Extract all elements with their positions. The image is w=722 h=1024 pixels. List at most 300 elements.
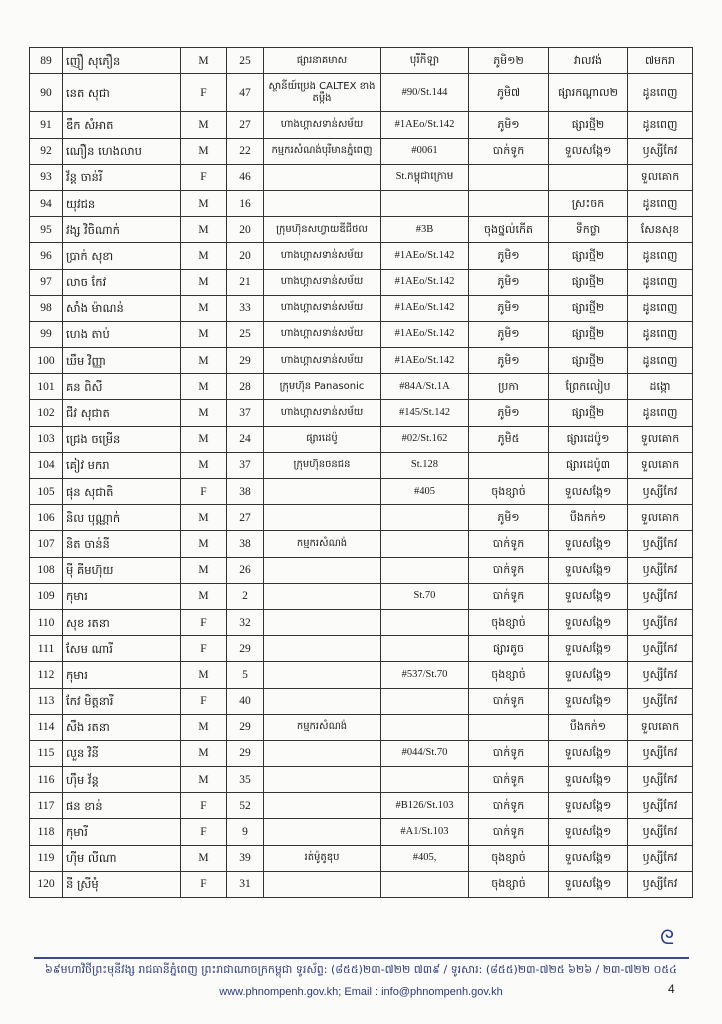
house-street-cell: St.70 (381, 583, 469, 609)
district-cell: ដូនពេញ (628, 295, 693, 321)
age-cell: 29 (227, 714, 264, 740)
age-cell: 27 (227, 112, 264, 138)
workplace-cell: កម្មករសំណង់ (264, 714, 381, 740)
commune-cell: ផ្សារថ្មី២ (549, 112, 628, 138)
house-street-cell: #84A/St.1A (381, 374, 469, 400)
district-cell: ដូនពេញ (628, 321, 693, 347)
sex-cell: M (181, 426, 227, 452)
commune-cell: ផ្សារថ្មី២ (549, 295, 628, 321)
age-cell: 26 (227, 557, 264, 583)
commune-cell: ទួលសង្កែ១ (549, 583, 628, 609)
age-cell: 38 (227, 479, 264, 505)
row-number-cell: 107 (30, 531, 63, 557)
sex-cell: M (181, 138, 227, 164)
row-number-cell: 97 (30, 269, 63, 295)
house-street-cell: #1AEo/St.142 (381, 112, 469, 138)
house-street-cell: #1AEo/St.142 (381, 295, 469, 321)
row-number-cell: 90 (30, 74, 63, 112)
sex-cell: M (181, 48, 227, 74)
table-row (30, 688, 693, 714)
workplace-cell (264, 767, 381, 793)
workplace-cell (264, 479, 381, 505)
house-street-cell: #405, (381, 845, 469, 871)
district-cell: ទួលគោក (628, 426, 693, 452)
district-cell: សែនសុខ (628, 217, 693, 243)
table-row (30, 243, 693, 269)
person-name-cell: ណឿន ហេងលាប (63, 138, 181, 164)
age-cell: 52 (227, 793, 264, 819)
person-name-cell: កុមារ (63, 662, 181, 688)
table-row (30, 74, 693, 112)
sex-cell: M (181, 714, 227, 740)
sex-cell: M (181, 374, 227, 400)
workplace-cell (264, 583, 381, 609)
district-cell: ឫស្សីកែវ (628, 138, 693, 164)
row-number-cell: 101 (30, 374, 63, 400)
row-number-cell: 117 (30, 793, 63, 819)
row-number-cell: 111 (30, 636, 63, 662)
workplace-cell (264, 819, 381, 845)
row-number-cell: 116 (30, 767, 63, 793)
commune-cell: ទួលសង្កែ១ (549, 636, 628, 662)
person-name-cell: សាំង ម៉ាណន់ (63, 295, 181, 321)
person-name-cell: កុមារី (63, 819, 181, 845)
workplace-cell (264, 662, 381, 688)
village-cell: បាក់ទូក (469, 138, 549, 164)
age-cell: 37 (227, 400, 264, 426)
commune-cell: ស្រះចក (549, 190, 628, 216)
row-number-cell: 94 (30, 190, 63, 216)
house-street-cell (381, 505, 469, 531)
commune-cell: បឹងកក់១ (549, 714, 628, 740)
person-name-cell: កែវ មិត្តនារី (63, 688, 181, 714)
person-name-cell: កុមារ (63, 583, 181, 609)
commune-cell: ទឹកថ្លា (549, 217, 628, 243)
house-street-cell: #90/St.144 (381, 74, 469, 112)
row-number-cell: 118 (30, 819, 63, 845)
sex-cell: M (181, 190, 227, 216)
sex-cell: M (181, 767, 227, 793)
person-name-cell: ជីវ សុជាត (63, 400, 181, 426)
village-cell: ចុងខ្សាច់ (469, 845, 549, 871)
age-cell: 25 (227, 321, 264, 347)
village-cell: ប្រកា (469, 374, 549, 400)
swirl-mark-icon: ᘓ (660, 925, 675, 949)
sex-cell: M (181, 505, 227, 531)
workplace-cell (264, 609, 381, 635)
person-name-cell: ម៉ី គីមហ៊ុយ (63, 557, 181, 583)
district-cell: ឫស្សីកែវ (628, 479, 693, 505)
sex-cell: M (181, 295, 227, 321)
workplace-cell: ស្ថានីយ៍ប្រេង CALTEX ខាងតម្កឹង (264, 74, 381, 112)
sex-cell: M (181, 662, 227, 688)
village-cell: ភូមិ១ (469, 348, 549, 374)
workplace-cell: ហាងហ្គាសទាន់សម័យ (264, 348, 381, 374)
row-number-cell: 100 (30, 348, 63, 374)
table-row (30, 479, 693, 505)
commune-cell: ផ្សារដេប៉ូ៣ (549, 452, 628, 478)
table-row (30, 217, 693, 243)
sex-cell: M (181, 583, 227, 609)
sex-cell: M (181, 531, 227, 557)
house-street-cell: #B126/St.103 (381, 793, 469, 819)
person-name-cell: សុខ រតនា (63, 609, 181, 635)
village-cell: បាក់ទូក (469, 740, 549, 766)
workplace-cell: ហាងហ្គាសទាន់សម័យ (264, 269, 381, 295)
house-street-cell (381, 688, 469, 714)
house-street-cell: #A1/St.103 (381, 819, 469, 845)
person-name-cell: ផុន សុជាតិ (63, 479, 181, 505)
age-cell: 40 (227, 688, 264, 714)
age-cell: 20 (227, 217, 264, 243)
sex-cell: M (181, 348, 227, 374)
house-street-cell (381, 714, 469, 740)
person-name-cell: នេត សុជា (63, 74, 181, 112)
village-cell: បាក់ទូក (469, 793, 549, 819)
sex-cell: M (181, 243, 227, 269)
house-street-cell (381, 190, 469, 216)
row-number-cell: 93 (30, 164, 63, 190)
village-cell: ផ្សារតូច (469, 636, 549, 662)
district-cell: ដូនពេញ (628, 74, 693, 112)
village-cell: ចុងខ្សាច់ (469, 609, 549, 635)
age-cell: 22 (227, 138, 264, 164)
age-cell: 5 (227, 662, 264, 688)
person-name-cell: ហ៊ឹម វ័ន្ត (63, 767, 181, 793)
commune-cell: ទួលសង្កែ១ (549, 688, 628, 714)
commune-cell: បឹងកក់១ (549, 505, 628, 531)
records-table (29, 47, 693, 898)
age-cell: 47 (227, 74, 264, 112)
sex-cell: F (181, 871, 227, 897)
row-number-cell: 120 (30, 871, 63, 897)
house-street-cell: #02/St.162 (381, 426, 469, 452)
village-cell: ចុងខ្សាច់ (469, 871, 549, 897)
sex-cell: M (181, 400, 227, 426)
house-street-cell (381, 871, 469, 897)
village-cell: ភូមិ១ (469, 243, 549, 269)
age-cell: 38 (227, 531, 264, 557)
person-name-cell: សែម ណារី (63, 636, 181, 662)
house-street-cell: #3B (381, 217, 469, 243)
age-cell: 16 (227, 190, 264, 216)
table-row (30, 767, 693, 793)
district-cell: ឫស្សីកែវ (628, 688, 693, 714)
village-cell: ភូមិ១ (469, 269, 549, 295)
district-cell: ឫស្សីកែវ (628, 819, 693, 845)
person-name-cell: លួន វិនី (63, 740, 181, 766)
sex-cell: M (181, 269, 227, 295)
person-name-cell: ហ៊ីម លីណា (63, 845, 181, 871)
row-number-cell: 119 (30, 845, 63, 871)
village-cell: ភូមិ១ (469, 321, 549, 347)
commune-cell: ផ្សារថ្មី២ (549, 400, 628, 426)
workplace-cell: ហាងហ្គាសទាន់សម័យ (264, 295, 381, 321)
table-row (30, 531, 693, 557)
district-cell: ឫស្សីកែវ (628, 662, 693, 688)
table-row (30, 583, 693, 609)
table-row (30, 348, 693, 374)
person-name-cell: គន ពិសី (63, 374, 181, 400)
commune-cell: ទួលសង្កែ១ (549, 479, 628, 505)
workplace-cell (264, 164, 381, 190)
table-row (30, 662, 693, 688)
commune-cell: ទួលសង្កែ១ (549, 609, 628, 635)
person-name-cell: និល បុណ្ណាក់ (63, 505, 181, 531)
sex-cell: F (181, 688, 227, 714)
person-name-cell: គៀវ មករា (63, 452, 181, 478)
row-number-cell: 102 (30, 400, 63, 426)
person-name-cell: សឹង រតនា (63, 714, 181, 740)
sex-cell: F (181, 636, 227, 662)
age-cell: 35 (227, 767, 264, 793)
workplace-cell: ហាងហ្គាសទាន់សម័យ (264, 321, 381, 347)
table-row (30, 609, 693, 635)
house-street-cell: St.128 (381, 452, 469, 478)
village-cell: ភូមិ៥ (469, 426, 549, 452)
workplace-cell: ក្រុមហ៊ុន Panasonic (264, 374, 381, 400)
age-cell: 28 (227, 374, 264, 400)
district-cell: ឫស្សីកែវ (628, 740, 693, 766)
sex-cell: F (181, 164, 227, 190)
district-cell: ដូនពេញ (628, 190, 693, 216)
district-cell: ដូនពេញ (628, 112, 693, 138)
table-row (30, 845, 693, 871)
commune-cell: ទួលសង្កែ១ (549, 557, 628, 583)
workplace-cell (264, 505, 381, 531)
district-cell: ឫស្សីកែវ (628, 871, 693, 897)
sex-cell: M (181, 845, 227, 871)
row-number-cell: 106 (30, 505, 63, 531)
house-street-cell (381, 531, 469, 557)
district-cell: ទួលគោក (628, 164, 693, 190)
village-cell: បាក់ទូក (469, 531, 549, 557)
district-cell: ទួលគោក (628, 452, 693, 478)
village-cell: ចុងខ្សាច់ (469, 479, 549, 505)
table-row (30, 374, 693, 400)
row-number-cell: 113 (30, 688, 63, 714)
age-cell: 33 (227, 295, 264, 321)
row-number-cell: 115 (30, 740, 63, 766)
person-name-cell: ញឿ សុភឿន (63, 48, 181, 74)
village-cell: ភូមិ១ (469, 112, 549, 138)
village-cell: ភូមិ១២ (469, 48, 549, 74)
age-cell: 31 (227, 871, 264, 897)
table-row (30, 557, 693, 583)
sex-cell: M (181, 452, 227, 478)
workplace-cell: រត់ម៉ូតូឌុប (264, 845, 381, 871)
house-street-cell: #1AEo/St.142 (381, 348, 469, 374)
workplace-cell (264, 636, 381, 662)
person-name-cell: និត ចាន់នី (63, 531, 181, 557)
table-row (30, 714, 693, 740)
district-cell: ឫស្សីកែវ (628, 583, 693, 609)
table-row (30, 138, 693, 164)
commune-cell: ទួលសង្កែ១ (549, 819, 628, 845)
commune-cell: ទួលសង្កែ១ (549, 871, 628, 897)
village-cell: ចុងថ្នល់កើត (469, 217, 549, 243)
table-row (30, 190, 693, 216)
district-cell: ឫស្សីកែវ (628, 557, 693, 583)
table-row (30, 636, 693, 662)
footer-address: ៦៩មហាវិថីព្រះមុនីវង្ស រាជធានីភ្នំពេញ ព្រះរាជាណាចក្រកម្ពុជា ទូរស័ព្ទ: (៨៥៥)២៣-៧២២ ៧៣៩ / ទូរសារ: (៨៥៥)២៣-៧២៥ ៦២៦ / ២៣-៧២២ ០៥៤ (45, 963, 677, 976)
age-cell: 24 (227, 426, 264, 452)
house-street-cell: #1AEo/St.142 (381, 269, 469, 295)
commune-cell: ទួលសង្កែ១ (549, 740, 628, 766)
age-cell: 37 (227, 452, 264, 478)
workplace-cell: ផ្សារដេប៉ូ (264, 426, 381, 452)
house-street-cell: #145/St.142 (381, 400, 469, 426)
table-row (30, 48, 693, 74)
house-street-cell: #405 (381, 479, 469, 505)
district-cell: ដូនពេញ (628, 400, 693, 426)
table-row (30, 164, 693, 190)
row-number-cell: 99 (30, 321, 63, 347)
village-cell: បាក់ទូក (469, 557, 549, 583)
workplace-cell: កម្មករសំណង់ (264, 531, 381, 557)
sex-cell: F (181, 793, 227, 819)
table-row (30, 295, 693, 321)
footer-divider (34, 957, 689, 959)
house-street-cell: #1AEo/St.142 (381, 321, 469, 347)
workplace-cell (264, 871, 381, 897)
workplace-cell: ផ្សារនាគមាស (264, 48, 381, 74)
table-row (30, 871, 693, 897)
sex-cell: M (181, 740, 227, 766)
workplace-cell: ហាងហ្គាសទាន់សម័យ (264, 112, 381, 138)
village-cell (469, 164, 549, 190)
sex-cell: M (181, 217, 227, 243)
person-name-cell: លាច កែវ (63, 269, 181, 295)
row-number-cell: 95 (30, 217, 63, 243)
district-cell: ឫស្សីកែវ (628, 636, 693, 662)
workplace-cell (264, 793, 381, 819)
district-cell: ឫស្សីកែវ (628, 793, 693, 819)
house-street-cell: #537/St.70 (381, 662, 469, 688)
age-cell: 39 (227, 845, 264, 871)
village-cell: ចុងខ្សាច់ (469, 662, 549, 688)
age-cell: 46 (227, 164, 264, 190)
age-cell: 32 (227, 609, 264, 635)
village-cell: ភូមិ១ (469, 400, 549, 426)
village-cell (469, 714, 549, 740)
commune-cell: ទួលសង្កែ១ (549, 531, 628, 557)
house-street-cell: #044/St.70 (381, 740, 469, 766)
house-street-cell: St.កម្ពុជាក្រោម (381, 164, 469, 190)
person-name-cell: វង្ស វិចិណាក់ (63, 217, 181, 243)
footer-contact: www.phnompenh.gov.kh; Email : info@phnompenh.gov.kh (219, 986, 503, 998)
row-number-cell: 109 (30, 583, 63, 609)
village-cell: បាក់ទូក (469, 767, 549, 793)
commune-cell: វាលវង់ (549, 48, 628, 74)
district-cell: ទួលគោក (628, 714, 693, 740)
sex-cell: M (181, 321, 227, 347)
commune-cell: ផ្សារកណ្ដាល២ (549, 74, 628, 112)
table-row (30, 793, 693, 819)
district-cell: ឫស្សីកែវ (628, 845, 693, 871)
person-name-cell: វ័ន្ត ចាន់រី (63, 164, 181, 190)
row-number-cell: 96 (30, 243, 63, 269)
commune-cell: ផ្សារថ្មី២ (549, 269, 628, 295)
commune-cell: ផ្សារដេប៉ូ១ (549, 426, 628, 452)
age-cell: 29 (227, 636, 264, 662)
person-name-cell: ប្រាក់ សុខា (63, 243, 181, 269)
person-name-cell: យុវជន (63, 190, 181, 216)
sex-cell: M (181, 557, 227, 583)
row-number-cell: 103 (30, 426, 63, 452)
sex-cell: F (181, 819, 227, 845)
age-cell: 21 (227, 269, 264, 295)
age-cell: 2 (227, 583, 264, 609)
commune-cell: ទួលសង្កែ១ (549, 662, 628, 688)
table-row (30, 740, 693, 766)
table-row (30, 269, 693, 295)
person-name-cell: ឃឹម វិញ្ញា (63, 348, 181, 374)
sex-cell: M (181, 112, 227, 138)
table-row (30, 426, 693, 452)
row-number-cell: 92 (30, 138, 63, 164)
commune-cell: ព្រែកលៀប (549, 374, 628, 400)
age-cell: 29 (227, 348, 264, 374)
commune-cell (549, 164, 628, 190)
district-cell: ដូនពេញ (628, 269, 693, 295)
commune-cell: ទួលសង្កែ១ (549, 793, 628, 819)
table-row (30, 112, 693, 138)
house-street-cell: បុរីកីឡា (381, 48, 469, 74)
table-row (30, 321, 693, 347)
table-row (30, 452, 693, 478)
workplace-cell: ក្រុមហ៊ុនសហ្វាយឌីជីថល (264, 217, 381, 243)
table-row (30, 400, 693, 426)
person-name-cell: ហេង តាប់ (63, 321, 181, 347)
person-name-cell: ជ្រេង ចម្រើន (63, 426, 181, 452)
table-row (30, 505, 693, 531)
sex-cell: F (181, 479, 227, 505)
workplace-cell: ហាងហ្គាសទាន់សម័យ (264, 243, 381, 269)
district-cell: ឫស្សីកែវ (628, 609, 693, 635)
house-street-cell: #1AEo/St.142 (381, 243, 469, 269)
age-cell: 25 (227, 48, 264, 74)
row-number-cell: 108 (30, 557, 63, 583)
sex-cell: F (181, 74, 227, 112)
district-cell: ឫស្សីកែវ (628, 531, 693, 557)
district-cell: ឫស្សីកែវ (628, 767, 693, 793)
district-cell: ៧មករា (628, 48, 693, 74)
workplace-cell (264, 190, 381, 216)
commune-cell: ទួលសង្កែ១ (549, 767, 628, 793)
house-street-cell (381, 557, 469, 583)
commune-cell: ទួលសង្កែ១ (549, 138, 628, 164)
house-street-cell (381, 609, 469, 635)
district-cell: ដង្កោ (628, 374, 693, 400)
row-number-cell: 112 (30, 662, 63, 688)
workplace-cell: ហាងហ្គាសទាន់សម័យ (264, 400, 381, 426)
age-cell: 20 (227, 243, 264, 269)
row-number-cell: 98 (30, 295, 63, 321)
commune-cell: ផ្សារថ្មី២ (549, 243, 628, 269)
village-cell: បាក់ទូក (469, 583, 549, 609)
age-cell: 9 (227, 819, 264, 845)
row-number-cell: 91 (30, 112, 63, 138)
workplace-cell (264, 557, 381, 583)
commune-cell: ផ្សារថ្មី២ (549, 321, 628, 347)
house-street-cell (381, 636, 469, 662)
district-cell: ដូនពេញ (628, 348, 693, 374)
house-street-cell: #0061 (381, 138, 469, 164)
age-cell: 27 (227, 505, 264, 531)
village-cell: ភូមិ៧ (469, 74, 549, 112)
page-number: 4 (668, 982, 675, 996)
